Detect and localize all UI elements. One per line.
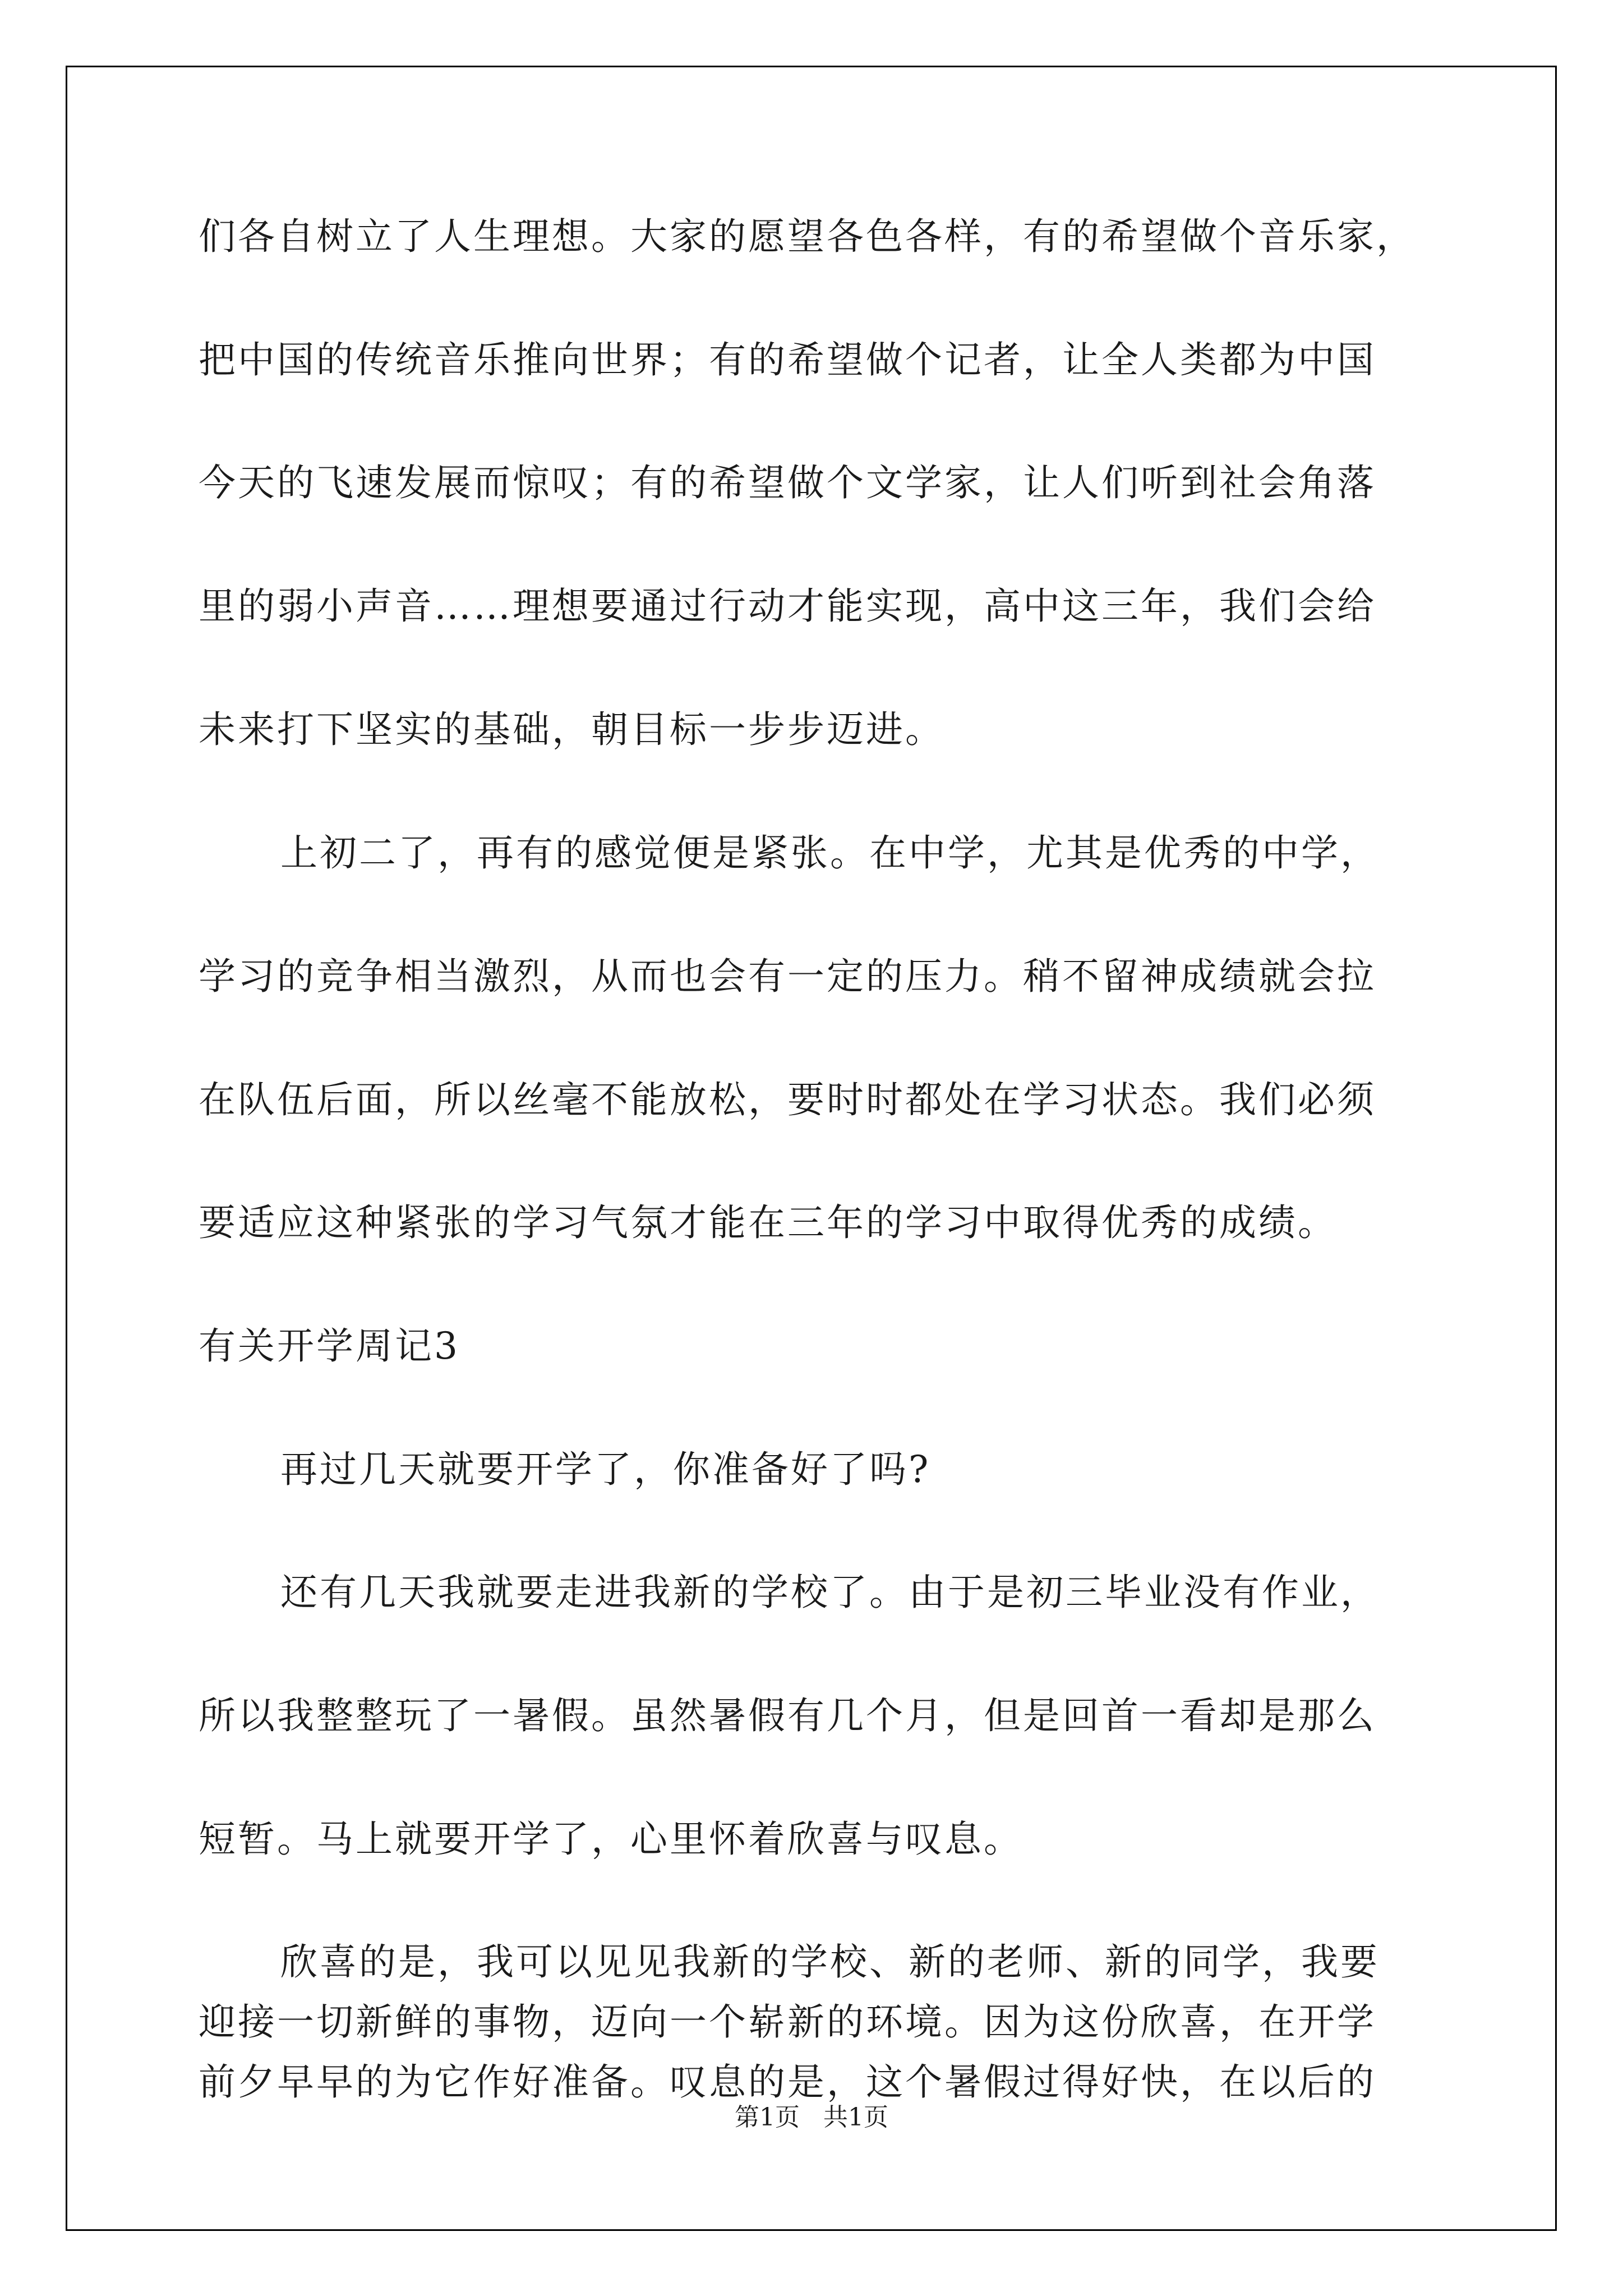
text-line: 所以我整整玩了一暑假。虽然暑假有几个月，但是回首一看却是那么 [199,1694,1376,1737]
page-border [66,66,1557,2231]
text-line: 迎接一切新鲜的事物，迈向一个崭新的环境。因为这份欣喜，在开学 [199,2000,1376,2044]
text-line: 在队伍后面，所以丝毫不能放松，要时时都处在学习状态。我们必须 [199,1078,1376,1121]
text-line: 短暂。马上就要开学了，心里怀着欣喜与叹息。 [199,1818,1023,1861]
text-line: 前夕早早的为它作好准备。叹息的是，这个暑假过得好快，在以后的 [199,2060,1376,2104]
text-line: 学习的竞争相当激烈，从而也会有一定的压力。稍不留神成绩就会拉 [199,955,1376,998]
section-heading: 有关开学周记3 [199,1324,460,1368]
page-footer: 第1页 共1页 [735,2103,888,2132]
paragraph-first-line: 欣喜的是，我可以见见我新的学校、新的老师、新的同学，我要 [280,1940,1380,1984]
paragraph-first-line: 上初二了，再有的感觉便是紧张。在中学，尤其是优秀的中学， [280,831,1380,875]
paragraph-first-line: 还有几天我就要走进我新的学校了。由于是初三毕业没有作业， [280,1571,1380,1614]
text-line: 把中国的传统音乐推向世界；有的希望做个记者，让全人类都为中国 [199,338,1376,381]
text-line: 里的弱小声音……理想要通过行动才能实现，高中这三年，我们会给 [199,585,1376,628]
text-line: 要适应这种紧张的学习气氛才能在三年的学习中取得优秀的成绩。 [199,1201,1337,1244]
paragraph-first-line: 再过几天就要开学了，你准备好了吗? [280,1448,931,1491]
text-line: 们各自树立了人生理想。大家的愿望各色各样，有的希望做个音乐家， [199,215,1415,258]
text-line: 今天的飞速发展而惊叹；有的希望做个文学家，让人们听到社会角落 [199,461,1376,504]
text-line: 未来打下坚实的基础，朝目标一步步迈进。 [199,708,944,751]
